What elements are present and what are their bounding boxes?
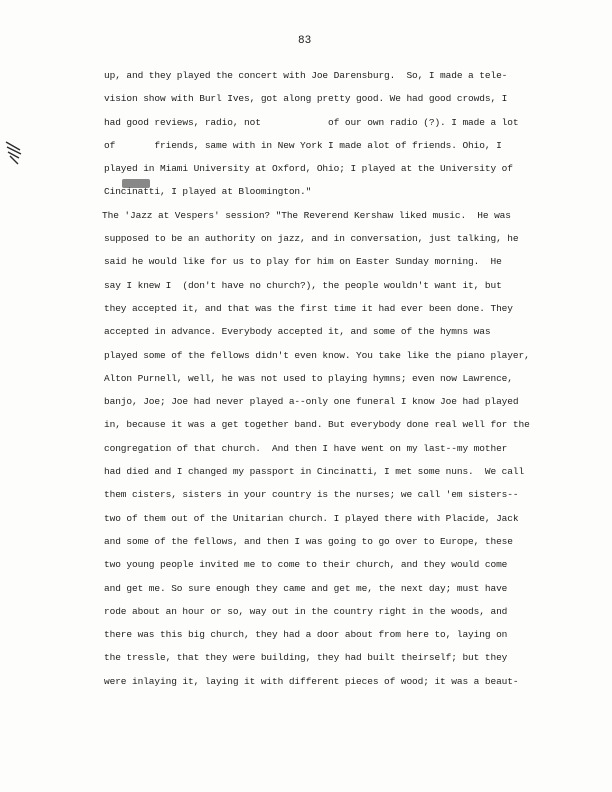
text-line: had died and I changed my passport in Cincinatti, I met some nuns. We call — [104, 466, 525, 478]
text-line: banjo, Joe; Joe had never played a--only one funeral I know Joe had played — [104, 396, 519, 408]
text-line: in, because it was a get together band. But everybody done real well for the — [104, 419, 530, 431]
text-line: the tressle, that they were building, they had built theirself; but they — [104, 652, 508, 664]
margin-scribble-icon — [4, 138, 24, 168]
text-line: say I knew I (don't have no church?), the people wouldn't want it, but — [104, 279, 502, 291]
text-line: were inlaying it, laying it with different pieces of wood; it was a beaut- — [104, 675, 519, 687]
page-number: 83 — [298, 35, 312, 47]
typed-transcript-body — [104, 64, 574, 693]
text-line: The 'Jazz at Vespers' session? "The Reverend Kershaw liked music. He was — [102, 209, 511, 221]
text-line: said he would like for us to play for him on Easter Sunday morning. He — [104, 256, 502, 268]
text-line: Alton Purnell, well, he was not used to playing hymns; even now Lawrence, — [104, 372, 513, 384]
text-line: played in Miami University at Oxford, Ohio; I played at the University of — [104, 163, 513, 175]
text-line: congregation of that church. And then I have went on my last--my mother — [104, 442, 508, 454]
text-line: rode about an hour or so, way out in the country right in the woods, and — [104, 605, 508, 617]
text-line: and some of the fellows, and then I was going to go over to Europe, these — [104, 535, 513, 547]
text-line: of friends, same with in New York I made alot of friends. Ohio, I — [104, 139, 502, 151]
text-line: had good reviews, radio, not of our own radio (?). I made a lot — [104, 116, 519, 128]
text-line: vision show with Burl Ives, got along pretty good. We had good crowds, I — [104, 93, 508, 105]
text-line: and get me. So sure enough they came and get me, the next day; must have — [104, 582, 508, 594]
text-line: they accepted it, and that was the first time it had ever been done. They — [104, 302, 513, 314]
text-line: them cisters, sisters in your country is the nurses; we call 'em sisters-- — [104, 489, 519, 501]
text-line: Cincinatti, I played at Bloomington." — [104, 186, 312, 198]
text-line: two of them out of the Unitarian church. I played there with Placide, Jack — [104, 512, 519, 524]
text-line: accepted in advance. Everybody accepted it, and some of the hymns was — [104, 326, 491, 338]
text-line: there was this big church, they had a door about from here to, laying on — [104, 629, 508, 641]
text-line: played some of the fellows didn't even know. You take like the piano player, — [104, 349, 530, 361]
text-line: up, and they played the concert with Joe Darensburg. So, I made a tele- — [104, 70, 508, 81]
text-line: two young people invited me to come to their church, and they would come — [104, 559, 508, 571]
text-line: supposed to be an authority on jazz, and in conversation, just talking, he — [104, 233, 519, 245]
